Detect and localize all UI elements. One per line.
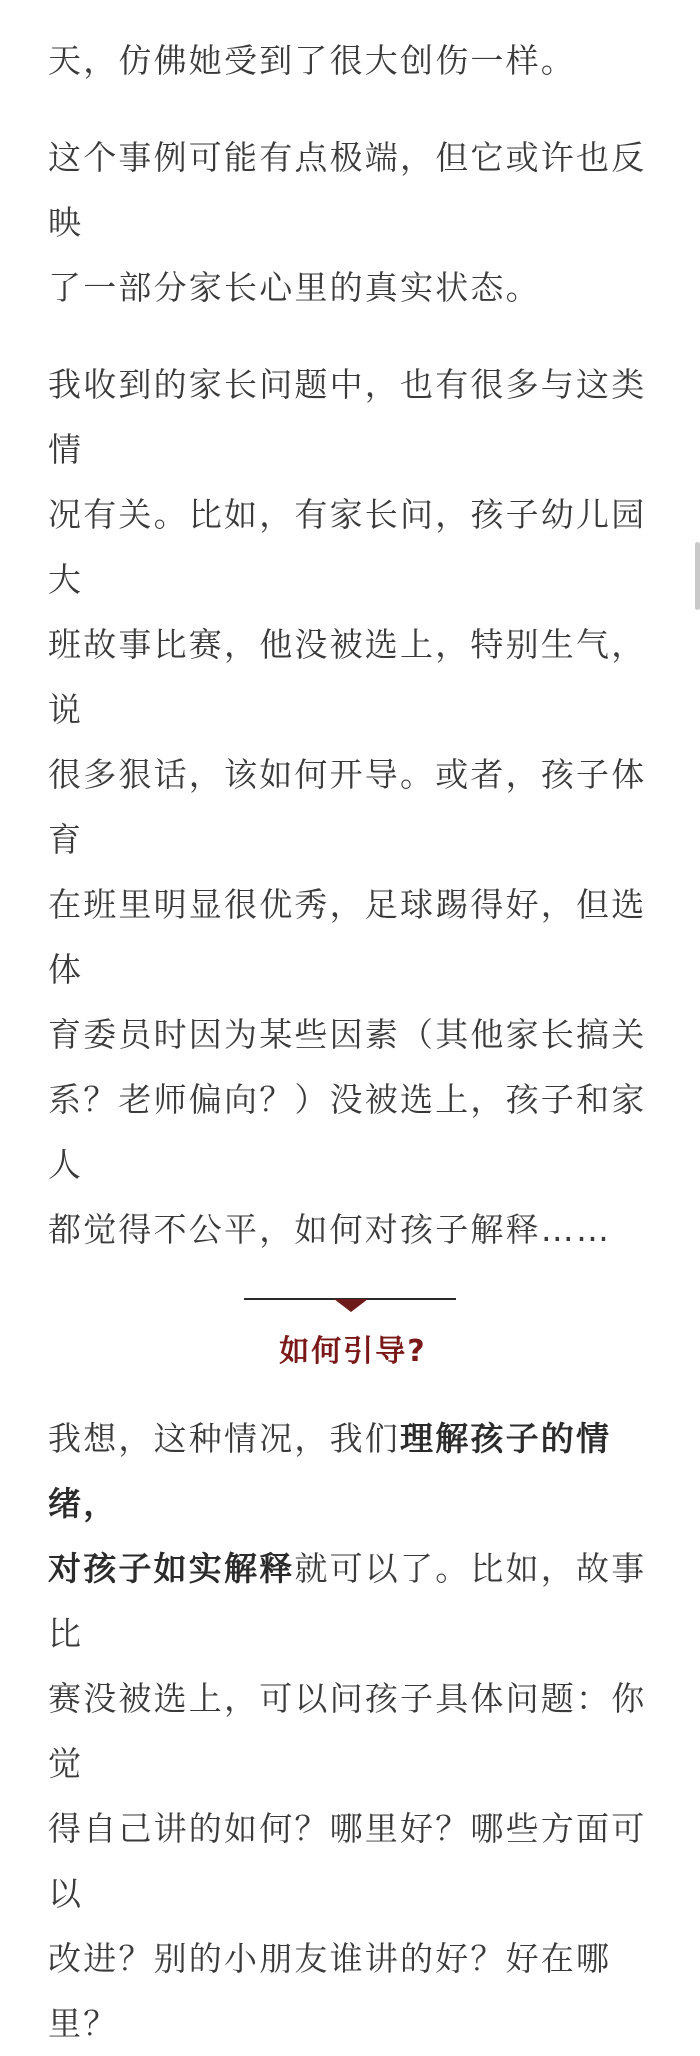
paragraph-1: 天，仿佛她受到了很大创伤一样。	[48, 41, 576, 80]
paragraph-2: 这个事例可能有点极端，但它或许也反映 了一部分家长心里的真实状态。	[48, 138, 647, 307]
paragraph-4-intro: 我想，这种情况，我们	[48, 1419, 400, 1458]
section-title: 如何引导?	[279, 1334, 427, 1369]
paragraph-4-rest: 赛没被选上，可以问孩子具体问题：你觉 得自己讲的如何？哪里好？哪些方面可以 改进？别的小朋友谁讲的好？好在哪里？	[48, 1679, 647, 2043]
scrollbar-thumb[interactable]	[695, 542, 700, 610]
emphasis-explain-truthfully: 对孩子如实解释	[48, 1549, 295, 1588]
paragraph-4	[48, 1406, 658, 2056]
divider-triangle-icon	[334, 1299, 368, 1312]
paragraph-3: 我收到的家长问题中，也有很多与这类情 况有关。比如，有家长问，孩子幼儿园大 班故事比赛，他没被选上，特别生气，说 很多狠话，该如何开导。或者，孩子体育 在班里明显很优秀，足球踢得好，但选体 育委员时因为某些因素（其他家长搞关 系？老师偏向？）没被选上，孩子和家人 都觉得不公平，如何对孩子解释……	[48, 365, 647, 1249]
section-divider	[48, 1286, 658, 1312]
paragraph-4-continuation: 就可以了。比如，故事比	[48, 1549, 647, 1653]
article-body	[48, 28, 658, 2056]
emphasis-understand-emotions: 理解孩子的情绪，	[48, 1419, 612, 1523]
